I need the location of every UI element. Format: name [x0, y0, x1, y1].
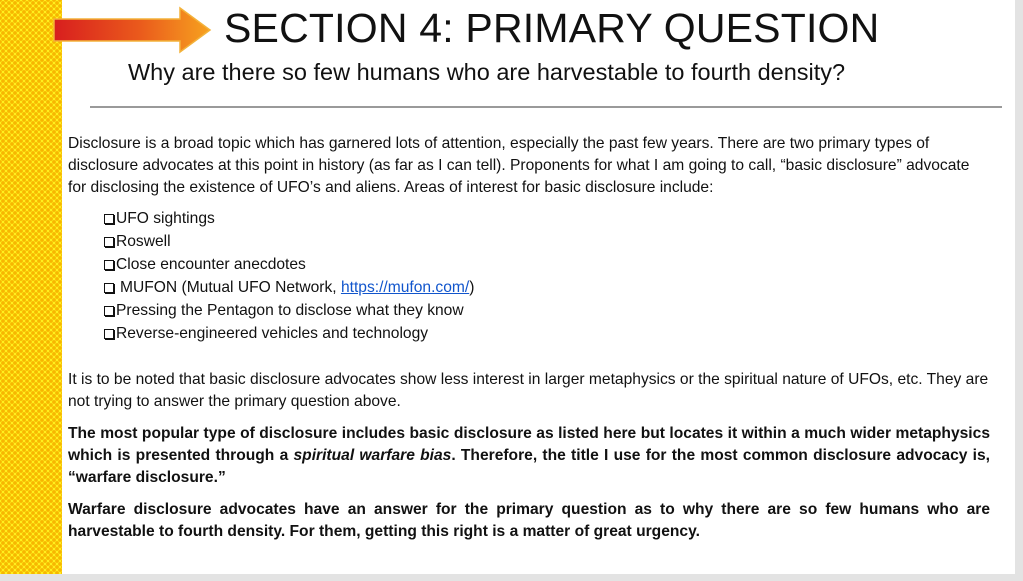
list-item-label: Reverse-engineered vehicles and technology — [116, 325, 429, 342]
checkbox-bullet-icon — [104, 237, 114, 247]
mufon-label: MUFON (Mutual UFO Network, — [120, 279, 341, 296]
paragraph-warfare-intro — [68, 423, 990, 489]
paragraph-intro: Disclosure is a broad topic which has garnered lots of attention, especially the past few years. There are two primary types of disclosure advocates at this point in history (as far as I can tell). Proponents for what I am going to call, “basic disclosure” advocate for disclosing the existence of UFO’s and aliens. Areas of interest for basic disclosure include: — [68, 135, 970, 196]
dotted-side-bar — [0, 0, 62, 574]
paragraph-basic-disclosure: It is to be noted that basic disclosure advocates show less interest in larger metaphysics or the spiritual nature of UFOs, etc. They are not trying to answer the primary question above. — [68, 371, 989, 410]
p3-text-a: The most popular type of disclosure includes basic disclosure as listed here but locates it within a much wider metaphysics which is presented through a — [68, 425, 990, 464]
checkbox-bullet-icon — [104, 329, 114, 339]
list-item-label: Pressing the Pentagon to disclose what they know — [116, 302, 464, 319]
list-item-label — [120, 276, 474, 299]
p3-text-b: . Therefore, the title I use for the most common disclosure advocacy is, “warfare disclosure.” — [68, 447, 990, 486]
list-item — [104, 253, 990, 276]
checkbox-bullet-icon — [104, 306, 114, 316]
divider — [90, 106, 1002, 108]
mufon-label-close: ) — [469, 279, 475, 296]
page-subtitle: Why are there so few humans who are harvestable to fourth density? — [128, 59, 846, 85]
list-item — [104, 230, 990, 253]
list-item — [104, 276, 990, 299]
list-item — [104, 322, 990, 345]
checkbox-bullet-icon — [104, 214, 114, 224]
checkbox-bullet-icon — [104, 283, 114, 293]
page-title: SECTION 4: PRIMARY QUESTION — [224, 5, 880, 51]
list-item — [104, 207, 990, 230]
body-content — [68, 133, 990, 543]
list-item-label: Close encounter anecdotes — [116, 256, 306, 273]
list-item — [104, 299, 990, 322]
paragraph-warfare-answer: Warfare disclosure advocates have an answer for the primary question as to why there are so few humans who are harvestable to fourth density. For them, getting this right is a matter of great urgency. — [68, 501, 990, 540]
right-arrow-icon — [52, 6, 214, 54]
p3-emphasis: spiritual warfare bias — [293, 447, 452, 464]
interest-list — [68, 207, 990, 345]
list-item-label: UFO sightings — [116, 210, 215, 227]
list-item-label: Roswell — [116, 233, 171, 250]
checkbox-bullet-icon — [104, 260, 114, 270]
mufon-link[interactable]: https://mufon.com/ — [340, 279, 470, 296]
